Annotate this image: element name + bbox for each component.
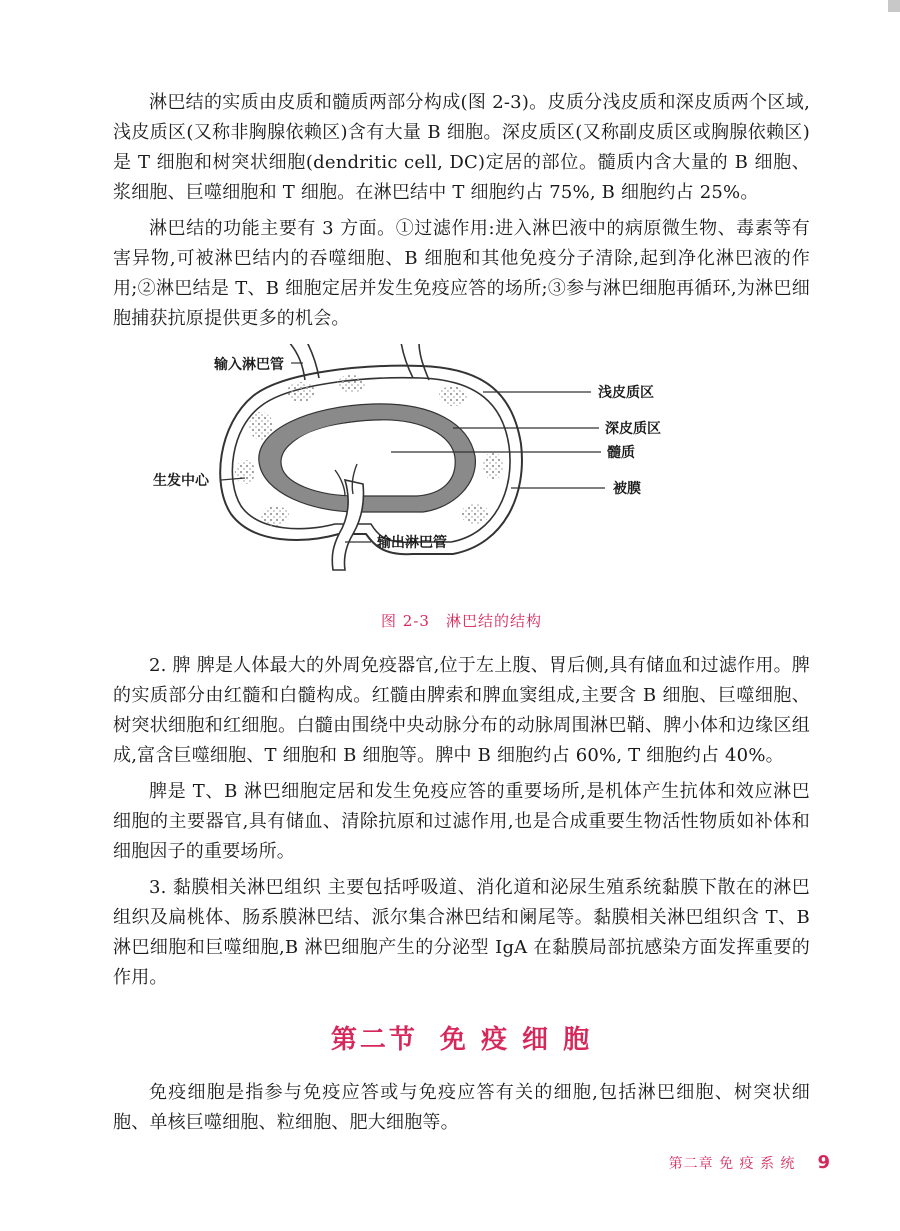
section-number: 第二节 [330,1025,418,1055]
lymph-node-figure [113,344,810,606]
follicle [287,382,315,402]
label-capsule: 被膜 [613,481,641,497]
follicle [439,386,467,406]
medulla-area [285,422,453,494]
follicle [235,460,255,484]
caption-text: 淋巴结的结构 [445,612,542,630]
page-content [113,88,810,1144]
footer-chapter: 第二章 免 疫 系 统 [668,1156,796,1172]
page-number: 9 [817,1152,830,1173]
label-germinal-center: 生发中心 [153,473,209,489]
label-output-vessel: 输出淋巴管 [377,535,447,551]
paragraph-spleen: 2. 脾 脾是人体最大的外周免疫器官,位于左上腹、胃后侧,具有储血和过滤作用。脾的实质部分由红髓和白髓构成。红髓由脾索和脾血窦组成,主要含 B 细胞、巨噬细胞、树突状细胞和红细胞。白髓由围绕中央动脉分布的动脉周围淋巴鞘、脾小体和边缘区组成,富含巨噬细胞、T 细胞和 B 细胞等。脾中 B 细胞约占 60%, T 细胞约占 40%。 [113,655,810,766]
label-superficial-cortex: 浅皮质区 [598,385,654,401]
section-heading [113,1019,810,1056]
lymph-node-diagram [113,344,810,606]
paragraph-immune-cells: 免疫细胞是指参与免疫应答或与免疫应答有关的细胞,包括淋巴细胞、树突状细胞、单核巨噬细胞、粒细胞、肥大细胞等。 [113,1082,810,1133]
paragraph-spleen-function: 脾是 T、B 淋巴细胞定居和发生免疫应答的重要场所,是机体产生抗体和效应淋巴细胞的主要器官,具有储血、清除抗原和过滤作用,也是合成重要生物活性物质如补体和细胞因子的重要场所。 [113,781,810,862]
figure-caption [113,610,810,631]
follicle [483,452,503,480]
label-deep-cortex: 深皮质区 [605,421,661,437]
paragraph-lymph-node-function: 淋巴结的功能主要有 3 方面。①过滤作用:进入淋巴液中的病原微生物、毒素等有害异物,可被淋巴结内的吞噬细胞、B 细胞和其他免疫分子清除,起到净化淋巴液的作用;②淋巴结是 T、B 细胞定居并发生免疫应答的场所;③参与淋巴细胞再循环,为淋巴细胞捕获抗原提供更多的机会。 [113,218,810,329]
label-input-vessel: 输入淋巴管 [214,357,284,373]
paragraph-lymph-node-structure: 淋巴结的实质由皮质和髓质两部分构成(图 2-3)。皮质分浅皮质和深皮质两个区域,浅皮质区(又称非胸腺依赖区)含有大量 B 细胞。深皮质区(又称副皮质区或胸腺依赖区)是 T 细胞和树突状细胞(dendritic cell, DC)定居的部位。髓质内含大量的 B 细胞、浆细胞、巨噬细胞和 T 细胞。在淋巴结中 T 细胞约占 75%, B 细胞约占 25%。 [113,92,810,203]
follicle [261,506,289,526]
page-footer [0,1152,830,1173]
follicle [337,375,365,393]
caption-number: 图 2-3 [381,612,430,630]
follicle [461,504,489,524]
paragraph-malt: 3. 黏膜相关淋巴组织 主要包括呼吸道、消化道和泌尿生殖系统黏膜下散在的淋巴组织及扁桃体、肠系膜淋巴结、派尔集合淋巴结和阑尾等。黏膜相关淋巴组织含 T、B 淋巴细胞和巨噬细胞,B 淋巴细胞产生的分泌型 IgA 在黏膜局部抗感染方面发挥重要的作用。 [113,877,810,988]
corner-mark [888,0,900,12]
section-title: 免 疫 细 胞 [439,1025,593,1055]
label-medulla: 髓质 [607,445,635,461]
